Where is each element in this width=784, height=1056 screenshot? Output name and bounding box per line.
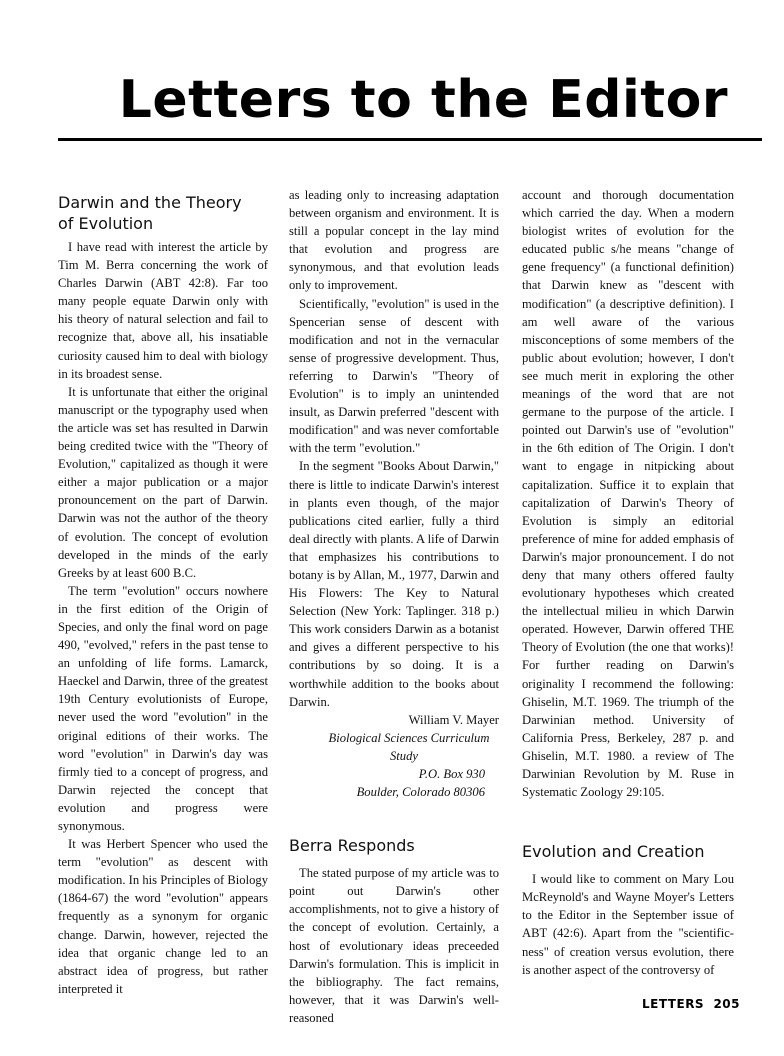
signature-box: P.O. Box 930	[418, 767, 485, 781]
paragraph: Scientifically, "evolution" is used in the Spencerian sense of descent with modification and not in the vernacular sense of progressive development. Thus, referring to Darwin's "Theory of Evolution" is to imply an unintended insult, as Darwin preferred "descent with modification" and was never comfortable with the term "evolution."	[289, 296, 499, 456]
column-2	[289, 186, 499, 1027]
letter-heading: Berra Responds	[289, 836, 415, 856]
paragraph: In the segment "Books About Darwin," there is little to indicate Darwin's interest in plants even though, of the major publications cited earlier, fully a third deal directly with plants. A life of Darwin that emphasizes his contributions to botany is by Allan, M., 1977, Darwin and His Flowers: The Key to Natural Selection (New York: Taplinger. 318 p.) This work considers Darwin as a botanist and gives a different perspective to his contributions by so doing. It is a worthwhile addition to the books about Darwin.	[289, 459, 499, 709]
letter-heading	[58, 192, 268, 234]
signature-city: Boulder, Colorado 80306	[356, 785, 485, 800]
title-rule	[58, 138, 762, 141]
heading-line: of Evolution	[58, 214, 154, 233]
column-1	[58, 192, 268, 998]
paragraph: It was Herbert Spencer who used the term "evolution" as descent with modification. In his Principles of Biology (1864-67) the word "evolution" appears frequently as a synonym for organic change. Darwin, however, rejected the idea that organic change led to an abstract idea of progress, but rather interpreted it	[58, 837, 268, 996]
paragraph: as leading only to increasing adaptation between organism and environment. It is still a popular concept in the lay mind that evolution and progress are synonymous, and that evolution leads only to improvement.	[289, 188, 499, 293]
folio-label: LETTERS	[642, 997, 705, 1011]
page-folio	[642, 997, 740, 1011]
column-3	[522, 186, 734, 979]
page-title: Letters to the Editor	[118, 70, 728, 130]
paragraph: account and thorough documentation which carried the day. When a modern biologist writes of evolution for the educated public s/he means "change of gene frequency" (a functional definition) that Darwin knew as "descent with modification" (a descriptive definition). I am well aware of the various misconceptions of some members of the public about evolution; however, I don't see much merit in exploring the other meanings of the word that are not germane to the purpose of the article. I pointed out Darwin's use of "evolution" in the 6th edition of The Origin. I don't want to engage in nitpicking about capitalization. Suffice it to explain that capitalization of Darwin's Theory of Evolution is simply an editorial preference of mine for added emphasis of Darwin's major pronouncement. I do not deny that many others offered faulty evolutionary hypotheses which created the intellectual milieu in which Darwin operated. However, Darwin offered THE Theory of Evolution (the one that works)! For further reading on Darwin's originality I recommend the following: Ghiselin, M.T. 1969. The triumph of the Darwinian method. University of California Press, Berkeley, 287 p. and Ghiselin, M.T. 1980. a review of The Darwinian Revolution by M. Ruse in Systematic Zoology 29:105.	[522, 188, 734, 800]
spacer	[522, 801, 734, 841]
paragraph: It is unfortunate that either the original manuscript or the typography used when the article was set has resulted in Darwin being credited twice with the "Theory of Evolution," capitalized as though it were either a major publication or a major pronouncement on the part of Darwin. Darwin was not the author of the theory of evolution. The concept of evolution developed in the minds of the early Greeks by at least 600 B.C.	[58, 384, 268, 580]
paragraph: I have read with interest the article by Tim M. Berra concerning the work of Charles Darwin (ABT 42:8). Far too many people equate Darwin only with his theory of natural selection and fail to recognize that, above all, his insatiable curiosity caused him to deal with biology in its broadest sense.	[58, 240, 268, 381]
signature-org: Biological Sciences Curriculum Study	[328, 730, 490, 763]
folio-number: 205	[713, 997, 740, 1011]
paragraph: I would like to comment on Mary Lou McReynold's and Wayne Moyer's Letters to the Editor in the September issue of ABT (42:6). Apart from the "scientific-ness" of creation versus evolution, there is another aspect of the controversy of	[522, 872, 734, 977]
signature-name: William V. Mayer	[408, 712, 499, 727]
heading-line: Darwin and the Theory	[58, 193, 242, 212]
paragraph: The stated purpose of my article was to point out Darwin's other accomplishments, not to give a history of the concept of evolution. Certainly, a host of evolutionary ideas preceeded Darwin's formulation. This is implicit in the bibliography. The fact remains, however, that it was Darwin's well-reasoned	[289, 866, 499, 1025]
paragraph: The term "evolution" occurs nowhere in the first edition of the Origin of Species, and only the final word on page 490, "evolved," refers in the past tense to an unfolding of life forms. Lamarck, Haeckel and Darwin, three of the greatest 19th Century evolutionists of Europe, never used the word "evolution" in the original editions of their works. The word "evolution" in Darwin's day was firmly tied to a concept of progress, and Darwin rejected the concept that evolution and progress were synonymous.	[58, 583, 268, 833]
spacer	[289, 801, 499, 835]
letter-heading: Evolution and Creation	[522, 842, 705, 862]
masthead	[0, 70, 784, 130]
